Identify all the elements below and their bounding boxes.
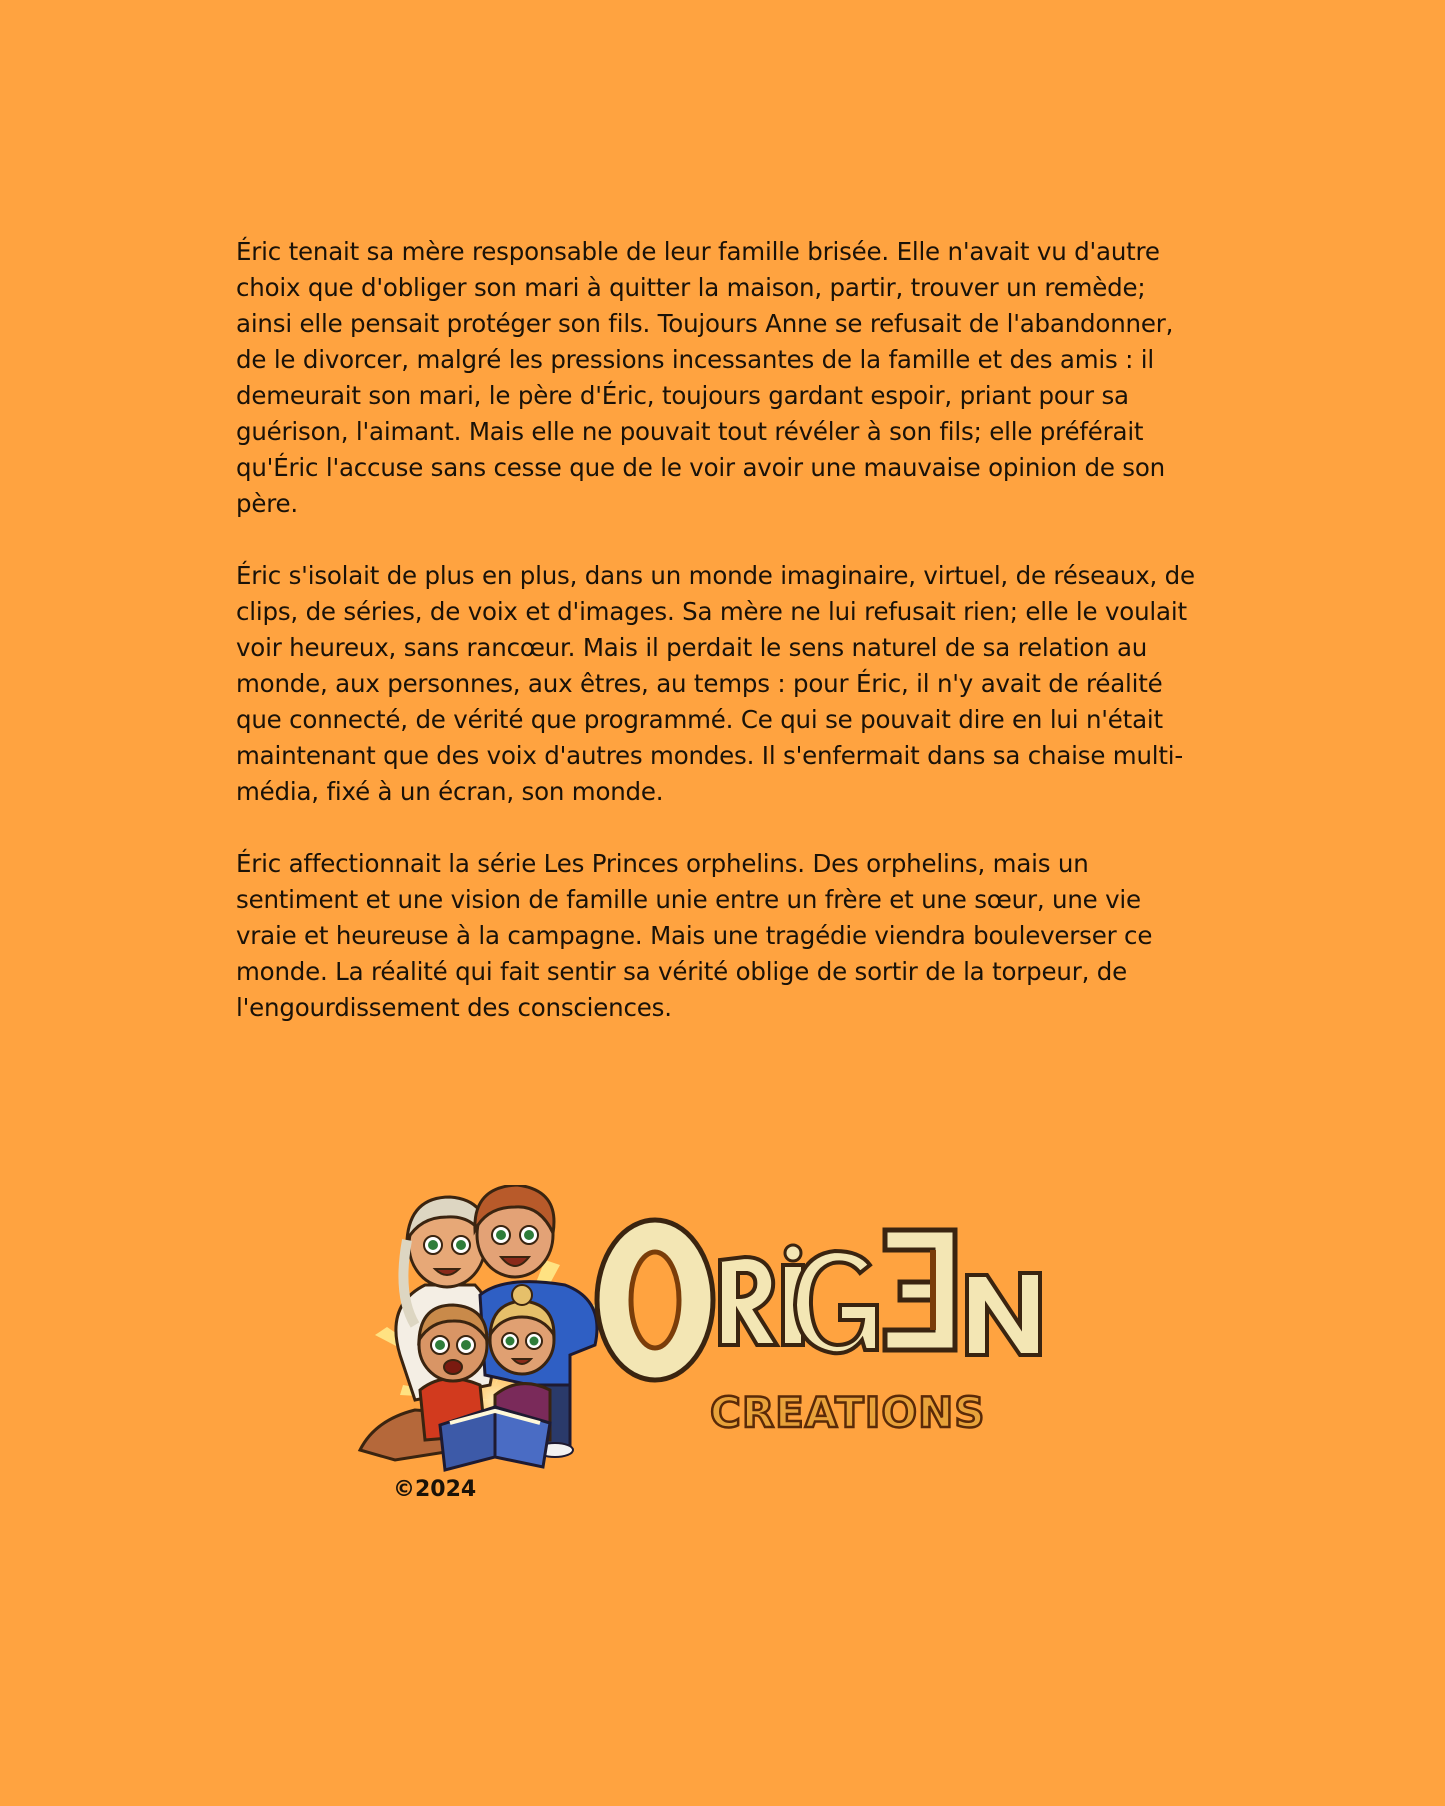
paragraph-1: Éric tenait sa mère responsable de leur famille brisée. Elle n'avait vu d'autre choix que d'obliger son mari à quitter la maison, partir, trouver un remède; ainsi elle pensait protéger son fils. Toujours Anne se refusait de l'abandonner, de le divorcer, malgré les pressions incessantes de la famille et des amis : il demeurait son mari, le père d'Éric, toujours gardant espoir, priant pour sa guérison, l'aimant. Mais elle ne pouvait tout révéler à son fils; elle préférait qu'Éric l'accuse sans cesse que de le voir avoir une mauvaise opinion de son père. (236, 237, 1174, 518)
origen-wordmark (597, 1220, 1040, 1437)
body-text (236, 234, 1196, 1062)
copyright-notice: ©2024 (393, 1477, 477, 1502)
paragraph-3: Éric affectionnait la série Les Princes orphelins. Des orphelins, mais un sentiment et une vision de famille unie entre un frère et une sœur, une vie vraie et heureuse à la campagne. Mais une tragédie viendra bouleverser ce monde. La réalité qui fait sentir sa vérité oblige de sortir de la torpeur, de l'engourdissement des consciences. (236, 849, 1153, 1022)
origen-creations-logo (355, 1185, 1055, 1475)
paragraph-2: Éric s'isolait de plus en plus, dans un monde imaginaire, virtuel, de réseaux, de clips, de séries, de voix et d'images. Sa mère ne lui refusait rien; elle le voulait voir heureux, sans rancœur. Mais il perdait le sens naturel de sa relation au monde, aux personnes, aux êtres, au temps : pour Éric, il n'y avait de réalité que connecté, de vérité que programmé. Ce qui se pouvait dire en lui n'était maintenant que des voix d'autres mondes. Il s'enfermait dans sa chaise multi-média, fixé à un écran, son monde. (236, 561, 1195, 806)
family-illustration (360, 1185, 630, 1470)
creations-text: CREATIONS (710, 1388, 986, 1437)
